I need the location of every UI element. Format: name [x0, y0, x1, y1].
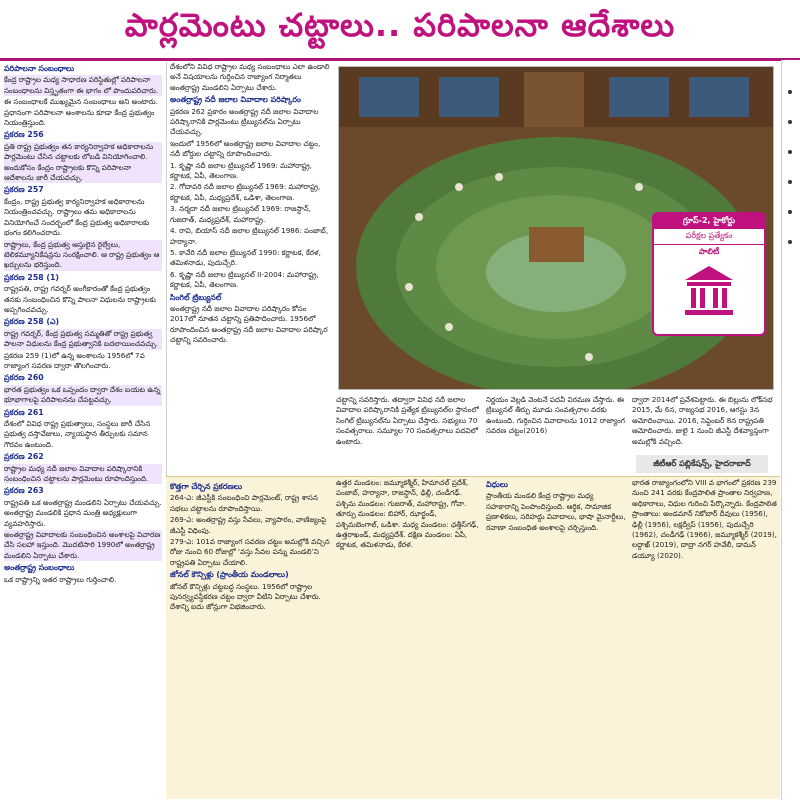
section-heading: ప్రకరణ 261: [4, 407, 44, 417]
bullet-icon: [788, 240, 792, 244]
bullet-icon: [788, 150, 792, 154]
list-item: 5. కావేరి నదీ జలాల ట్రిబ్యునల్‌ 1990: కర్ణాటక, కేరళ, తమిళనాడు, పుదుచ్చేరి.: [170, 247, 321, 268]
paragraph: ప్రతి రాష్ట్ర ప్రభుత్వం తన కార్యనిర్వాహక అధికారాలను పార్లమెంటు చేసిన చట్టాలకు లోబడి వినియోగించాలి. అందుకోసం కేంద్రం రాష్ట్రాలకు కొన్ని పరిపాలనా ఆదేశాలను జారీ చేయవచ్చు.: [4, 142, 162, 184]
section-heading: ప్రకరణ 257: [4, 185, 44, 195]
list-item: 2. గోదావరి నదీ జలాల ట్రిబ్యునల్‌ 1969: మహారాష్ట్ర, కర్ణాటక, ఏపీ, మధ్యప్రదేశ్‌, ఒడిశా, తెలంగాణ.: [170, 182, 321, 202]
badge-subject: పాలిటీ: [698, 247, 720, 256]
paragraph: రాష్ట్రాలు, కేంద్ర ప్రభుత్వ ఆస్తులైన రైల్వేలు, టెలికమ్యూనికేషన్లను సంరక్షించాలి. ఆ రాష్ట్ర ప్రభుత్వం ఆ ఖర్చులను భరిస్తుంది.: [4, 240, 162, 271]
section-heading: అంతర్రాష్ట్ర నదీ జలాల వివాదాల పరిష్కారం: [170, 95, 301, 105]
article-column-1: [4, 62, 167, 796]
box-column-b: [336, 478, 480, 796]
section-heading: విధులు: [486, 480, 508, 489]
article-column-2: [170, 62, 330, 477]
paragraph: అంతర్రాష్ట్ర నదీ జలాల వివాదాల పరిష్కారం కోసం 2017లో నూతన చట్టాన్ని ప్రతిపాదించారు. 1956లో రూపొందించిన అంతర్రాష్ట్ర నదీ జలాల వివాదాల పరిష్కార చట్టాన్ని సవరించారు.: [170, 303, 328, 345]
bullet-icon: [788, 210, 792, 214]
paragraph: ఉత్తర మండలం: జమ్మూకశ్మీర్‌, హిమాచల్‌ ప్రదేశ్‌, పంజాబ్‌, హర్యానా, రాజస్థాన్‌, ఢిల్లీ, చండీగఢ్‌. పశ్చిమ మండలం: గుజరాత్‌, మహారాష్ట్ర, గోవా. తూర్పు మండలం: బిహార్‌, ఝార్ఖండ్‌, పశ్చిమబెంగాల్‌, ఒడిశా. మధ్య మండలం: ఛత్తీస్‌గఢ్‌, ఉత్తరాఖండ్‌, మధ్యప్రదేశ్‌. దక్షిణ మండలం: ఏపీ, కర్ణాటక, తమిళనాడు, కేరళ.: [336, 478, 479, 550]
paragraph: రాష్ట్రపతి ఒక అంతర్రాష్ట్ర మండలిని ఏర్పాటు చేయవచ్చు. అంతర్రాష్ట్ర మండలికి ప్రధాన మంత్రి అధ్యక్షులుగా వ్యవహరిస్తారు.: [4, 497, 162, 528]
paragraph: ద్వారా 2014లో ప్రవేశపెట్టారు. ఈ బిల్లును లోక్‌సభ 2015, మే 6న, రాజ్యసభ 2016, ఆగస్టు 3న ఆమోదించాయి. 2016, సెప్టెంబర్‌ 8న రాష్ట్రపతి ఆమోదించారు. జులై 1 నుంచి జీఎస్టీ దేశవ్యాప్తంగా అమల్లోకి వచ్చింది.: [632, 395, 773, 446]
paragraph: జోనల్‌ కౌన్సిళ్లు చట్టబద్ధ సంస్థలు. 1956లో రాష్ట్రాల పునర్వ్యవస్థీకరణ చట్టం ద్వారా వీటిని ఏర్పాటు చేశారు. దేశాన్ని ఐదు జోన్లుగా విభజించారు.: [170, 581, 321, 612]
list-item: 269-ఎ: అంతర్రాష్ట్ర వస్తు సేవలు, వ్యాపారం, వాణిజ్యంపై జీఎస్టీ విధింపు.: [170, 515, 327, 535]
section-heading: ప్రకరణ 260: [4, 373, 44, 383]
list-item: 279-ఎ: 101వ రాజ్యాంగ సవరణ చట్టం అమల్లోకి వచ్చిన రోజు నుంచి 60 రోజుల్లో ‘వస్తు సేవల పన్ను మండలి’ని రాష్ట్రపతి ఏర్పాటు చేయాలి.: [170, 537, 330, 567]
paragraph: దేశంలో వివిధ రాష్ట్ర ప్రభుత్వాలు, సంస్థలు జారీ చేసిన ప్రభుత్వ దస్తావేజులు, న్యాయస్థాన తీర్పులకు సమాన గౌరవం ఉంటుంది.: [4, 419, 151, 449]
section-heading: సింగిల్‌ ట్రిబ్యునల్‌: [170, 292, 222, 302]
parliament-building-icon: [679, 260, 739, 320]
badge-line: పరీక్షల ప్రత్యేకం: [654, 229, 764, 245]
list-item: 1. కృష్ణా నదీ జలాల ట్రిబ్యునల్‌ 1969: మహారాష్ట్ర, కర్ణాటక, ఏపీ, తెలంగాణ.: [170, 160, 312, 181]
banner: [0, 0, 800, 61]
section-heading: ప్రకరణ 256: [4, 130, 44, 140]
paragraph: దేశంలోని వివిధ రాష్ట్రాల మధ్య సంబంధాలు ఎలా ఉండాలి అనే విషయాలను గుర్తించిన రాజ్యాంగ నిర్మాతలు అంతర్రాష్ట్ర మండలిని ఏర్పాటు చేశారు.: [170, 62, 330, 92]
right-margin-strip: [781, 60, 800, 800]
paragraph: అంతర్రాష్ట్ర వివాదాలకు సంబంధించిన అంశాలపై విచారణ చేసి సలహా ఇస్తుంది. మొదటిసారి 1990లో అంతర్రాష్ట్ర మండలిని ఏర్పాటు చేశారు.: [4, 530, 161, 560]
section-heading: కొత్తగా చేర్చిన ప్రకరణలు: [170, 482, 243, 491]
bullet-icon: [788, 90, 792, 94]
exam-badge: [652, 212, 766, 336]
list-item: 264-ఎ: జీఎస్టీకి సంబంధించి పార్లమెంట్‌, రాష్ట్ర శాసన సభలు చట్టాలను రూపొందిస్తాయి.: [170, 493, 318, 513]
paragraph: నిర్ణయం వెల్లడి వెంటనే పదవీ విరమణ చేస్తారు. ఈ ట్రిబ్యునల్‌ తీర్పు మూడు సంవత్సరాల వరకు ఉంటుంది. గుర్తించిన వివాదాలను 1012 రాజ్యాంగ సవరణ చట్టం(2016): [486, 395, 625, 436]
paragraph: ప్రకరణ 259 (1)లో ఉన్న అంశాలను 1956లో 7వ రాజ్యాంగ సవరణ ద్వారా తొలగించారు.: [4, 350, 145, 370]
list-item: 3. నర్మదా నదీ జలాల ట్రిబ్యునల్‌ 1969: రాజస్థాన్‌, గుజరాత్‌, మధ్యప్రదేశ్‌, మహారాష్ట్ర.: [170, 204, 311, 224]
section-heading: ప్రకరణ 263: [4, 486, 44, 496]
box-column-c: [486, 478, 626, 796]
badge-line: గ్రూప్‌-2, హైకోర్టు: [654, 214, 764, 229]
box-column-d: [632, 478, 780, 796]
paragraph: రాష్ట్రాల మధ్య నదీ జలాల వివాదాల పరిష్కారానికి సంబంధించిన చట్టాలను పార్లమెంటు రూపొందిస్తుంది.: [4, 464, 162, 485]
section-heading: ప్రకరణ 258 (ఎ): [4, 317, 60, 327]
list-item: 4. రావి, బియాస్‌ నదీ జలాల ట్రిబ్యునల్‌ 1986: పంజాబ్‌, హర్యానా.: [170, 226, 329, 246]
paragraph: ఒక రాష్ట్రాన్ని ఇతర రాష్ట్రాలు గుర్తించాలి.: [4, 574, 117, 584]
paragraph: భారత రాజ్యాంగంలోని VIII వ భాగంలో ప్రకరణ 239 నుంచి 241 వరకు కేంద్రపాలిత ప్రాంతాల నిర్వహణ, అధికారాలు, విధుల గురించి పేర్కొన్నారు. కేంద్రపాలిత ప్రాంతాలు: అండమాన్‌ నికోబార్‌ దీవులు (1956), ఢిల్లీ (1956), లక్షద్వీప్‌ (1956), పుదుచ్చేరి (1962), చండీగఢ్‌ (1966), జమ్మూకశ్మీర్‌ (2019), లద్దాఖ్‌ (2019), దాద్రా నగర్‌ హవేలీ, డామన్‌ డయ్యూ (2020).: [632, 478, 777, 560]
page-title: పార్లమెంటు చట్టాలు.. పరిపాలనా ఆదేశాలు: [124, 6, 676, 44]
paragraph: కేంద్ర రాష్ట్రాల మధ్య సాధారణ పరిస్థితుల్లో పరిపాలనా సంబంధాలను విస్తృతంగా ఈ భాగం లో పొందుపరిచారు.: [4, 75, 162, 96]
section-heading: అంతర్రాష్ట్ర సంబంధాలు: [4, 563, 75, 573]
paragraph: ఈ సంబంధాలకే ముఖ్యమైన సంబంధాలు అని అంటారు. ప్రధానంగా పరిపాలనా అంశాలను కూడా కేంద్ర ప్రభుత్వం నియంత్రిస్తుంది.: [4, 97, 158, 128]
paragraph: రాష్ట్ర గవర్నర్‌, కేంద్ర ప్రభుత్వ సమ్మతితో రాష్ట్ర ప్రభుత్వ పాలనా విధులను కేంద్ర ప్రభుత్వానికి బదలాయించవచ్చు.: [4, 329, 162, 350]
paragraph: ఇందులో 1956లో అంతర్రాష్ట్ర జలాల వివాదాల చట్టం, నదీ బోర్డుల చట్టాన్ని రూపొందించారు.: [170, 138, 321, 159]
paragraph: రాష్ట్రపతి, రాష్ట్ర గవర్నర్‌ అంగీకారంతో కేంద్ర ప్రభుత్వం తనకు సంబంధించిన కొన్ని పాలనా విధులను రాష్ట్రాలకు అప్పగించవచ్చు.: [4, 284, 156, 314]
paragraph: ప్రాంతీయ మండలి కేంద్ర రాష్ట్రాల మధ్య సహకారాన్ని పెంపొందిస్తుంది. ఆర్థిక, సామాజిక ప్రణాళికలు, సరిహద్దు వివాదాలు, భాషా మైనార్టీలు, రవాణా సంబంధిత అంశాలపై చర్చిస్తుంది.: [486, 491, 626, 532]
section-heading: జోనల్‌ కౌన్సిళ్లు (ప్రాంతీయ మండలాలు): [170, 570, 289, 580]
bullet-icon: [788, 120, 792, 124]
list-item: 6. కృష్ణా నదీ జలాల ట్రిబ్యునల్‌ II-2004: మహారాష్ట్ర, కర్ణాటక, ఏపీ, తెలంగాణ.: [170, 269, 319, 290]
box-column-a: [170, 480, 330, 796]
paragraph: కేంద్రం, రాష్ట్ర ప్రభుత్వ కార్యనిర్వాహక అధికారాలను నియంత్రించవచ్చు. రాష్ట్రాలు తమ అధికారాలను వినియోగించే సందర్భంలో కేంద్ర ప్రభుత్వ అధికారాలకు భంగం కలిగించరాదు.: [4, 196, 150, 238]
paragraph: చట్టాన్ని సవరిస్తారు. తద్వారా వివిధ నదీ జలాల వివాదాల పరిష్కారానికి ప్రత్యేక ట్రిబ్యునల్‌ల స్థానంలో సింగిల్‌ ట్రిబ్యునల్‌ను ఏర్పాటు చేస్తారు. సభ్యులు 70 సంవత్సరాలు. సమ్యూల 70 సంవత్సరాలు పదవిలో ఉంటారు.: [336, 395, 479, 446]
section-heading: ప్రకరణ 258 (1): [4, 272, 59, 282]
paragraph: భారత ప్రభుత్వం ఒక ఒప్పందం ద్వారా దేశం బయట ఉన్న భూభాగాలపై పరిపాలనను చేపట్టవచ్చు.: [4, 384, 161, 405]
author-credit: జీటీఆర్‌ పబ్లికేషన్స్‌, హైదరాబాద్‌: [636, 455, 768, 473]
section-heading: పరిపాలనా సంబంధాలు: [4, 64, 75, 73]
section-heading: ప్రకరణ 262: [4, 452, 44, 462]
paragraph: ప్రకరణ 262 ప్రకారం అంతర్రాష్ట్ర నదీ జలాల వివాదాల పరిష్కారానికి పార్లమెంటు ట్రిబ్యునల్‌ను ఏర్పాటు చేయవచ్చు.: [170, 106, 319, 137]
bullet-icon: [788, 180, 792, 184]
